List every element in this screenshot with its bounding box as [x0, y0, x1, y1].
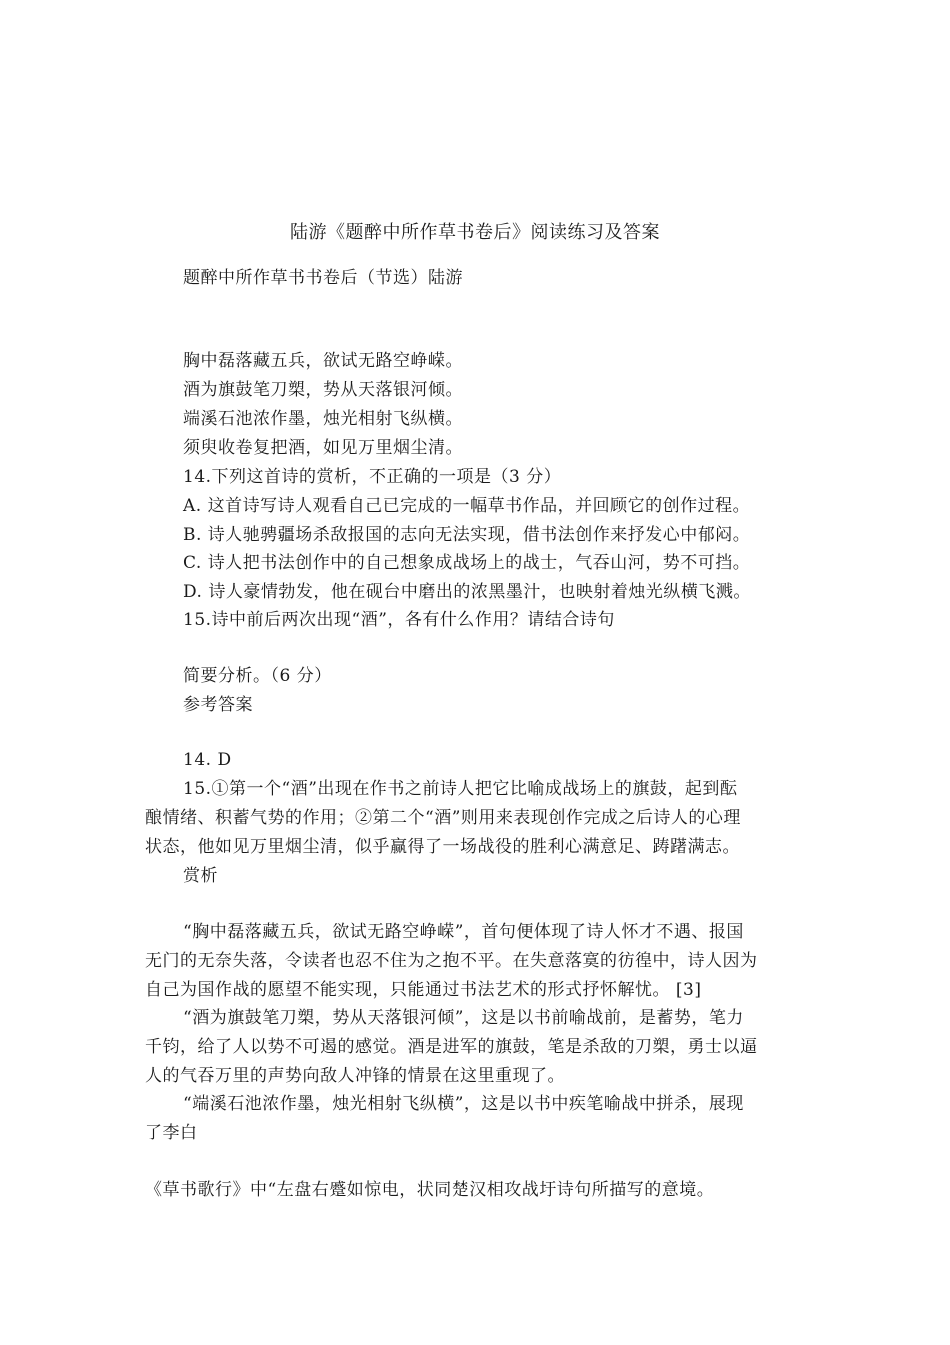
question-15-stem: 15.诗中前后两次出现“酒”，各有什么作用？请结合诗句	[183, 610, 615, 630]
question-14-option-d: D. 诗人豪情勃发，他在砚台中磨出的浓黑墨汁，也映射着烛光纵横飞溅。	[183, 582, 751, 602]
analysis-paragraph-line: “酒为旗鼓笔刀槊，势从天落银河倾”，这是以书前喻战前，是蓄势，笔力	[183, 1008, 744, 1028]
analysis-paragraph-line: 了李白	[145, 1123, 198, 1143]
analysis-paragraph-line: “端溪石池浓作墨，烛光相射飞纵横”，这是以书中疾笔喻战中拼杀，展现	[183, 1094, 744, 1114]
answer-14: 14. D	[183, 750, 232, 770]
question-15-stem-cont: 简要分析。（6 分）	[183, 666, 332, 686]
analysis-paragraph-line: 自己为国作战的愿望不能实现，只能通过书法艺术的形式抒怀解忧。 [3]	[145, 980, 702, 1000]
analysis-paragraph-line: 千钧，给了人以势不可遏的感觉。酒是进军的旗鼓，笔是杀敌的刀槊，勇士以逼	[145, 1037, 758, 1057]
answer-15-line: 15.①第一个“酒”出现在作书之前诗人把它比喻成战场上的旗鼓，起到酝	[183, 779, 738, 799]
poem-line: 胸中磊落藏五兵，欲试无路空峥嵘。	[183, 351, 463, 371]
analysis-paragraph-line: 人的气吞万里的声势向敌人冲锋的情景在这里重现了。	[145, 1066, 565, 1086]
poem-line: 端溪石池浓作墨，烛光相射飞纵横。	[183, 409, 463, 429]
analysis-heading: 赏析	[183, 866, 218, 886]
poem-line: 须臾收卷复把酒，如见万里烟尘清。	[183, 438, 463, 458]
analysis-paragraph-line: 无门的无奈失落，令读者也忍不住为之抱不平。在失意落寞的彷徨中，诗人因为	[145, 951, 758, 971]
answer-heading: 参考答案	[183, 695, 253, 715]
question-14-stem: 14.下列这首诗的赏析，不正确的一项是（3 分）	[183, 467, 562, 487]
analysis-paragraph-line: “胸中磊落藏五兵，欲试无路空峥嵘”，首句便体现了诗人怀才不遇、报国	[183, 922, 744, 942]
answer-15-line: 酿情绪、积蓄气势的作用；②第二个“酒”则用来表现创作完成之后诗人的心理	[145, 808, 741, 828]
analysis-paragraph-line: 《草书歌行》中“左盘右蹙如惊电，状同楚汉相攻战圩诗句所描写的意境。	[145, 1180, 715, 1200]
question-14-option-b: B. 诗人驰骋疆场杀敌报国的志向无法实现，借书法创作来抒发心中郁闷。	[183, 525, 751, 545]
page-title: 陆游《题醉中所作草书卷后》阅读练习及答案	[290, 222, 660, 243]
answer-15-line: 状态，他如见万里烟尘清，似乎赢得了一场战役的胜利心满意足、踌躇满志。	[145, 837, 740, 857]
poem-subtitle: 题醉中所作草书书卷后（节选）陆游	[183, 268, 463, 288]
question-14-option-c: C. 诗人把书法创作中的自己想象成战场上的战士，气吞山河，势不可挡。	[183, 553, 751, 573]
poem-line: 酒为旗鼓笔刀槊，势从天落银河倾。	[183, 380, 463, 400]
question-14-option-a: A. 这首诗写诗人观看自己已完成的一幅草书作品，并回顾它的创作过程。	[183, 496, 751, 516]
